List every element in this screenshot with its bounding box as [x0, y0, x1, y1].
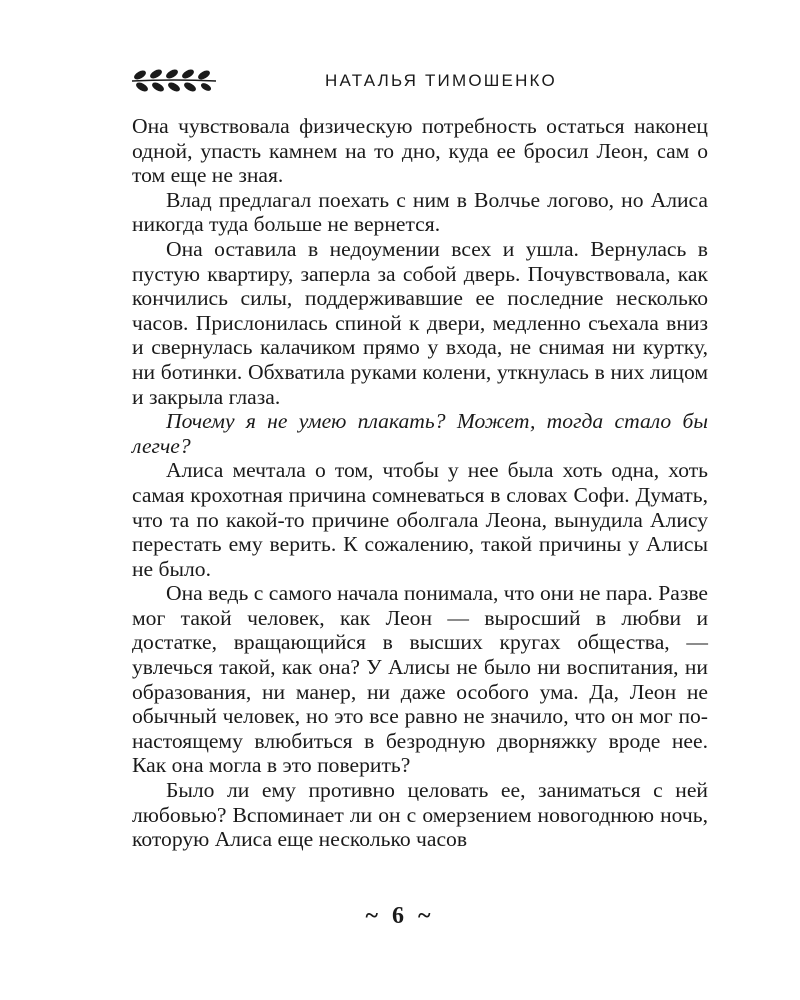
- page-header: [130, 63, 710, 103]
- paragraph: Она чувствовала физическую потребность остаться наконец одной, упасть камнем на то дно, куда ее бросил Леон, сам о том еще не зная.: [132, 114, 708, 188]
- paragraph: Она оставила в недоумении всех и ушла. Вернулась в пустую квартиру, заперла за собой дверь. Почувствовала, как кончились силы, поддерживавшие ее последние несколько часов. Прислонилась спиной к двери, медленно съехала вниз и свернулась калачиком прямо у входа, не снимая ни куртку, ни ботинки. Обхватила руками колени, уткнулась в них лицом и закрыла глаза.: [132, 236, 708, 409]
- author-name: НАТАЛЬЯ ТИМОШЕНКО: [325, 71, 557, 90]
- paragraph: Было ли ему противно целовать ее, заниматься с ней любовью? Вспоминает ли он с омерзением новогоднюю ночь, которую Алиса еще несколько часов: [132, 778, 708, 852]
- leaf-branch-icon: [130, 67, 218, 95]
- paragraph-italic: Почему я не умею плакать? Может, тогда стало бы легче?: [132, 409, 708, 458]
- paragraph: Алиса мечтала о том, чтобы у нее была хоть одна, хоть самая крохотная причина сомневаться в словах Софи. Думать, что та по какой-то причине оболгала Леона, вынудила Алису перестать ему верить. К сожалению, такой причины у Алисы не было.: [132, 458, 708, 581]
- paragraph: Влад предлагал поехать с ним в Волчье логово, но Алиса никогда туда больше не вернется.: [132, 187, 708, 237]
- page-number: ~ 6 ~: [365, 903, 435, 929]
- body-text: [132, 114, 708, 852]
- paragraph: Она ведь с самого начала понимала, что они не пара. Разве мог такой человек, как Леон — выросший в любви и достатке, вращающийся в высших кругах общества, — увлечься такой, как она? У Алисы не было ни воспитания, ни образования, ни манер, ни даже особого ума. Да, Леон не обычный человек, но это все равно не значило, что он мог по-настоящему влюбиться в безродную дворняжку вроде нее. Как она могла в это поверить?: [132, 581, 708, 778]
